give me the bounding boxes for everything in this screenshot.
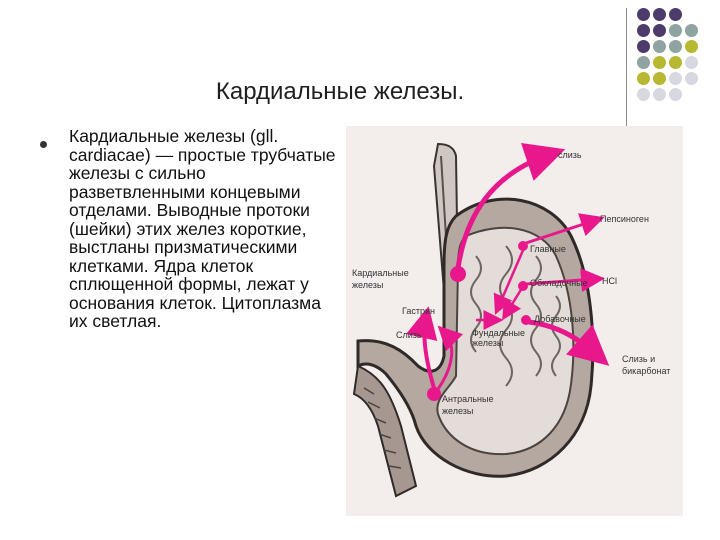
label-fundic-glands-2: железы [472, 338, 504, 348]
stomach-illustration [346, 126, 683, 516]
label-antral-glands-1: Антральные [442, 394, 494, 404]
decor-dot [637, 72, 650, 85]
slide-title: Кардиальные железы. [215, 78, 465, 105]
label-chief-cells: Главные [530, 244, 566, 254]
decor-dot [669, 8, 682, 21]
label-fundic-glands-1: Фундальные [472, 328, 525, 338]
bullet-text: Кардиальные железы (gll. cardiacae) — простые трубчатые железы с сильно разветвленными концевыми отделами. Выводные протоки (шейки) этих желез короткие, выстланы призматическими клетками. Ядра клеток сплющенной формы, лежат у основания клеток. Цитоплазма их светлая. [69, 126, 336, 331]
label-mucus-left: Слизь [396, 330, 422, 340]
decor-dot [669, 24, 682, 37]
label-accessory-cells: Добавочные [534, 314, 586, 324]
cardiac-gland-dot [450, 266, 466, 282]
decor-dot [669, 40, 682, 53]
decor-dot [653, 88, 666, 101]
label-gastrin: Гастрин [402, 306, 435, 316]
label-parietal-cells: Обкладочные [530, 278, 588, 288]
decor-dot [637, 56, 650, 69]
label-cardiac-glands-1: Кардиальные [352, 268, 409, 278]
decor-dot [637, 40, 650, 53]
label-antral-glands-2: железы [442, 406, 474, 416]
decor-dot [685, 24, 698, 37]
decor-dot [669, 72, 682, 85]
decor-vertical-line [626, 8, 627, 128]
decor-dot [653, 56, 666, 69]
decor-dot [669, 88, 682, 101]
bullet-icon [40, 141, 47, 148]
label-mucus-top: слизь [558, 150, 582, 160]
decor-dot [637, 88, 650, 101]
label-hcl: HCl [602, 276, 617, 286]
decor-dot [685, 72, 698, 85]
decor-dot [685, 56, 698, 69]
decor-dot [637, 8, 650, 21]
decor-dot [653, 72, 666, 85]
decor-dot [669, 56, 682, 69]
decor-dot [653, 40, 666, 53]
label-cardiac-glands-2: железы [352, 280, 384, 290]
label-mucus-bicarbonate-2: бикарбонат [622, 366, 671, 376]
decor-dot [685, 40, 698, 53]
label-pepsinogen: Пепсиноген [600, 214, 649, 224]
stomach-glands-diagram [346, 126, 683, 516]
decor-dot [637, 24, 650, 37]
decor-dot [653, 8, 666, 21]
label-mucus-bicarbonate-1: Слизь и [622, 354, 656, 364]
decor-dot [653, 24, 666, 37]
